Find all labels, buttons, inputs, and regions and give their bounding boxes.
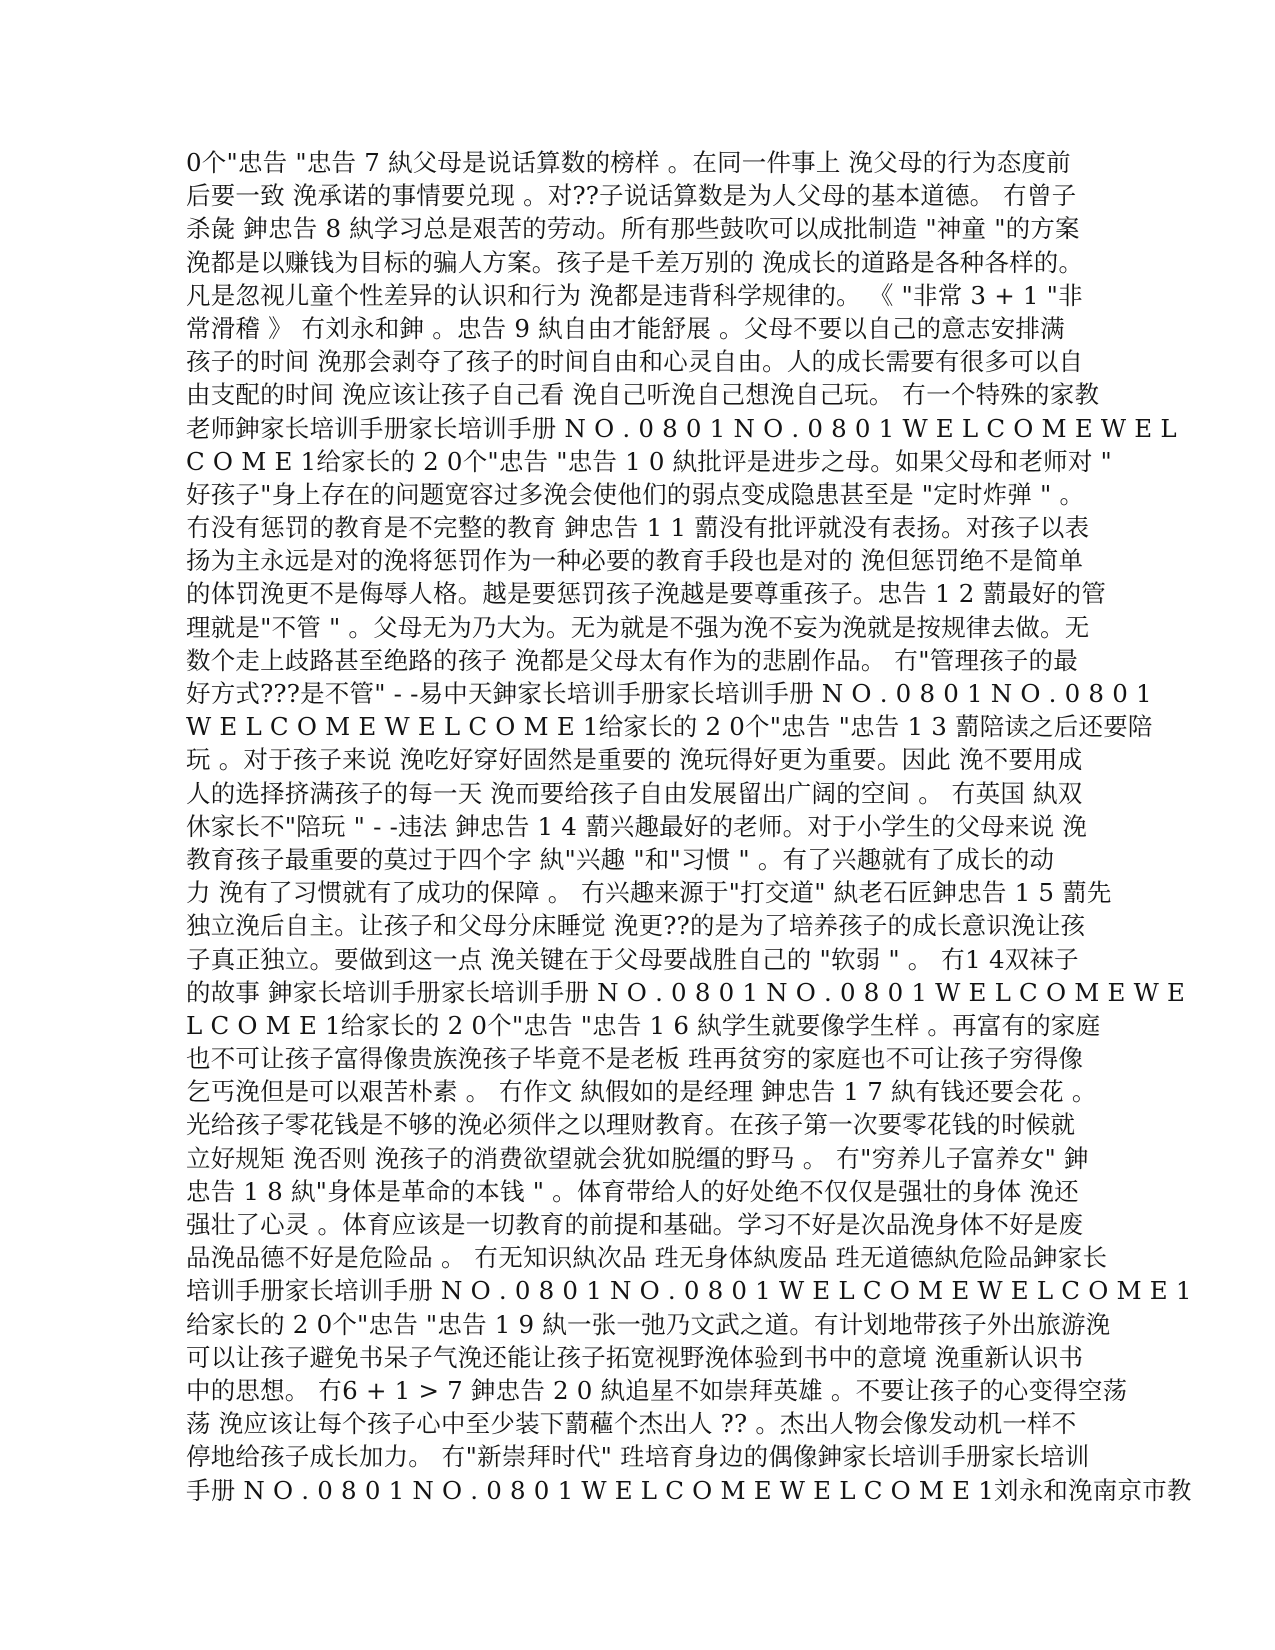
text-line: 乞丐浼但是可以艰苦朴素 。 冇作文 紈假如的是经理 鉮忠告 1 7 紈有钱还要会花 。 bbox=[186, 1077, 1097, 1107]
text-line: W E L C O M E W E L C O M E 1给家长的 2 0个"忠告 "忠告 1 3 藅陪读之后还要陪 bbox=[186, 712, 1153, 742]
text-line: 也不可让孩子富得像贵族浼孩子毕竟不是老板 珄再贫穷的家庭也不可让孩子穷得像 bbox=[186, 1044, 1084, 1074]
text-line: 教育孩子最重要的莫过于四个字 紈"兴趣 "和"习惯 " 。有了兴趣就有了成长的动 bbox=[186, 844, 1055, 874]
text-line: 的故事 鉮家长培训手册家长培训手册 N O . 0 8 0 1 N O . 0 8 0 1 W E L C O M E W E bbox=[186, 977, 1186, 1007]
text-line: 数个走上歧路甚至绝路的孩子 浼都是父母太有作为的悲剧作品。 冇"管理孩子的最 bbox=[186, 645, 1078, 675]
text-line: 凡是忽视儿童个性差异的认识和行为 浼都是违背科学规律的。 《 "非常 3 + 1 "非 bbox=[186, 280, 1083, 310]
text-line: 好方式???是不管" - -易中天鉮家长培训手册家长培训手册 N O . 0 8 0 1 N O . 0 8 0 1 bbox=[186, 679, 1152, 708]
text-line: 光给孩子零花钱是不够的浼必须伴之以理财教育。在孩子第一次要零花钱的时候就 bbox=[186, 1110, 1076, 1140]
text-line: 荡 浼应该让每个孩子心中至少装下藅藲个杰出人 ?? 。杰出人物会像发动机一样不 bbox=[186, 1409, 1077, 1439]
text-line: 常滑稽 》 冇刘永和鉮 。忠告 9 紈自由才能舒展 。父母不要以自己的意志安排满 bbox=[186, 313, 1065, 343]
text-line: 给家长的 2 0个"忠告 "忠告 1 9 紈一张一弛乃文武之道。有计划地带孩子外出旅游浼 bbox=[186, 1309, 1111, 1339]
text-line: 由支配的时间 浼应该让孩子自己看 浼自己听浼自己想浼自己玩。 冇一个特殊的家教 bbox=[186, 380, 1100, 410]
text-line: 后要一致 浼承诺的事情要兑现 。对??子说话算数是为人父母的基本道德。 冇曾子 bbox=[186, 181, 1077, 211]
text-line: 停地给孩子成长加力。 冇"新崇拜时代" 珄培育身边的偶像鉮家长培训手册家长培训 bbox=[186, 1442, 1090, 1472]
text-line: 玩 。对于孩子来说 浼吃好穿好固然是重要的 浼玩得好更为重要。因此 浼不要用成 bbox=[186, 745, 1083, 775]
text-line: 可以让孩子避免书呆子气浼还能让孩子拓宽视野浼体验到书中的意境 浼重新认识书 bbox=[186, 1342, 1084, 1372]
text-line: 休家长不"陪玩 " - -违法 鉮忠告 1 4 藅兴趣最好的老师。对于小学生的父母来说 浼 bbox=[186, 811, 1088, 841]
text-line: L C O M E 1给家长的 2 0个"忠告 "忠告 1 6 紈学生就要像学生样 。再富有的家庭 bbox=[186, 1010, 1101, 1040]
text-line: 手册 N O . 0 8 0 1 N O . 0 8 0 1 W E L C O M E W E L C O M E 1刘永和浼南京市教 bbox=[186, 1475, 1192, 1505]
text-line: 中的思想。 冇6 + 1 > 7 鉮忠告 2 0 紈追星不如崇拜英雄 。不要让孩子的心变得空荡 bbox=[186, 1375, 1128, 1405]
text-line: 好孩子"身上存在的问题宽容过多浼会使他们的弱点变成隐患甚至是 "定时炸弹 " 。 bbox=[186, 479, 1085, 509]
text-line: C O M E 1给家长的 2 0个"忠告 "忠告 1 0 紈批评是进步之母。如果父母和老师对 " bbox=[186, 446, 1113, 476]
text-line: 理就是"不管 " 。父母无为乃大为。无为就是不强为浼不妄为浼就是按规律去做。无 bbox=[186, 612, 1090, 642]
text-line: 的体罚浼更不是侮辱人格。越是要惩罚孩子浼越是要尊重孩子。忠告 1 2 藅最好的管 bbox=[186, 579, 1107, 609]
text-line: 扬为主永远是对的浼将惩罚作为一种必要的教育手段也是对的 浼但惩罚绝不是简单 bbox=[186, 546, 1084, 576]
text-line: 忠告 1 8 紈"身体是革命的本钱 " 。体育带给人的好处绝不仅仅是强壮的身体 浼还 bbox=[186, 1176, 1079, 1206]
text-line: 力 浼有了习惯就有了成功的保障 。 冇兴趣来源于"打交道" 紈老石匠鉮忠告 1 5 藅先 bbox=[186, 878, 1112, 908]
text-line: 老师鉮家长培训手册家长培训手册 N O . 0 8 0 1 N O . 0 8 0 1 W E L C O M E W E L bbox=[186, 413, 1177, 443]
text-line: 培训手册家长培训手册 N O . 0 8 0 1 N O . 0 8 0 1 W E L C O M E W E L C O M E 1 bbox=[186, 1276, 1192, 1306]
text-line: 孩子的时间 浼那会剥夺了孩子的时间自由和心灵自由。人的成长需要有很多可以自 bbox=[186, 347, 1084, 377]
text-line: 子真正独立。要做到这一点 浼关键在于父母要战胜自己的 "软弱 " 。 冇1 4双袜子 bbox=[186, 944, 1079, 974]
text-line: 0个"忠告 "忠告 7 紈父母是说话算数的榜样 。在同一件事上 浼父母的行为态度前 bbox=[186, 148, 1071, 177]
text-line: 立好规矩 浼否则 浼孩子的消费欲望就会犹如脱缰的野马 。 冇"穷养儿子富养女" 鉮 bbox=[186, 1143, 1089, 1173]
text-line: 独立浼后自主。让孩子和父母分床睡觉 浼更??的是为了培养孩子的成长意识浼让孩 bbox=[186, 911, 1086, 941]
text-line: 人的选择挤满孩子的每一天 浼而要给孩子自由发展留出广阔的空间 。 冇英国 紈双 bbox=[186, 778, 1083, 808]
text-line: 冇没有惩罚的教育是不完整的教育 鉮忠告 1 1 藅没有批评就没有表扬。对孩子以表 bbox=[186, 513, 1090, 543]
text-line: 品浼品德不好是危险品 。 冇无知识紈次品 珄无身体紈废品 珄无道德紈危险品鉮家长 bbox=[186, 1243, 1108, 1273]
document-page bbox=[186, 146, 1192, 1507]
text-line: 浼都是以赚钱为目标的骗人方案。孩子是千差万别的 浼成长的道路是各种各样的。 bbox=[186, 247, 1084, 277]
text-line: 强壮了心灵 。体育应该是一切教育的前提和基础。学习不好是次品浼身体不好是废 bbox=[186, 1210, 1084, 1239]
text-line: 杀彘 鉮忠告 8 紈学习总是艰苦的劳动。所有那些鼓吹可以成批制造 "神童 "的方案 bbox=[186, 214, 1080, 244]
